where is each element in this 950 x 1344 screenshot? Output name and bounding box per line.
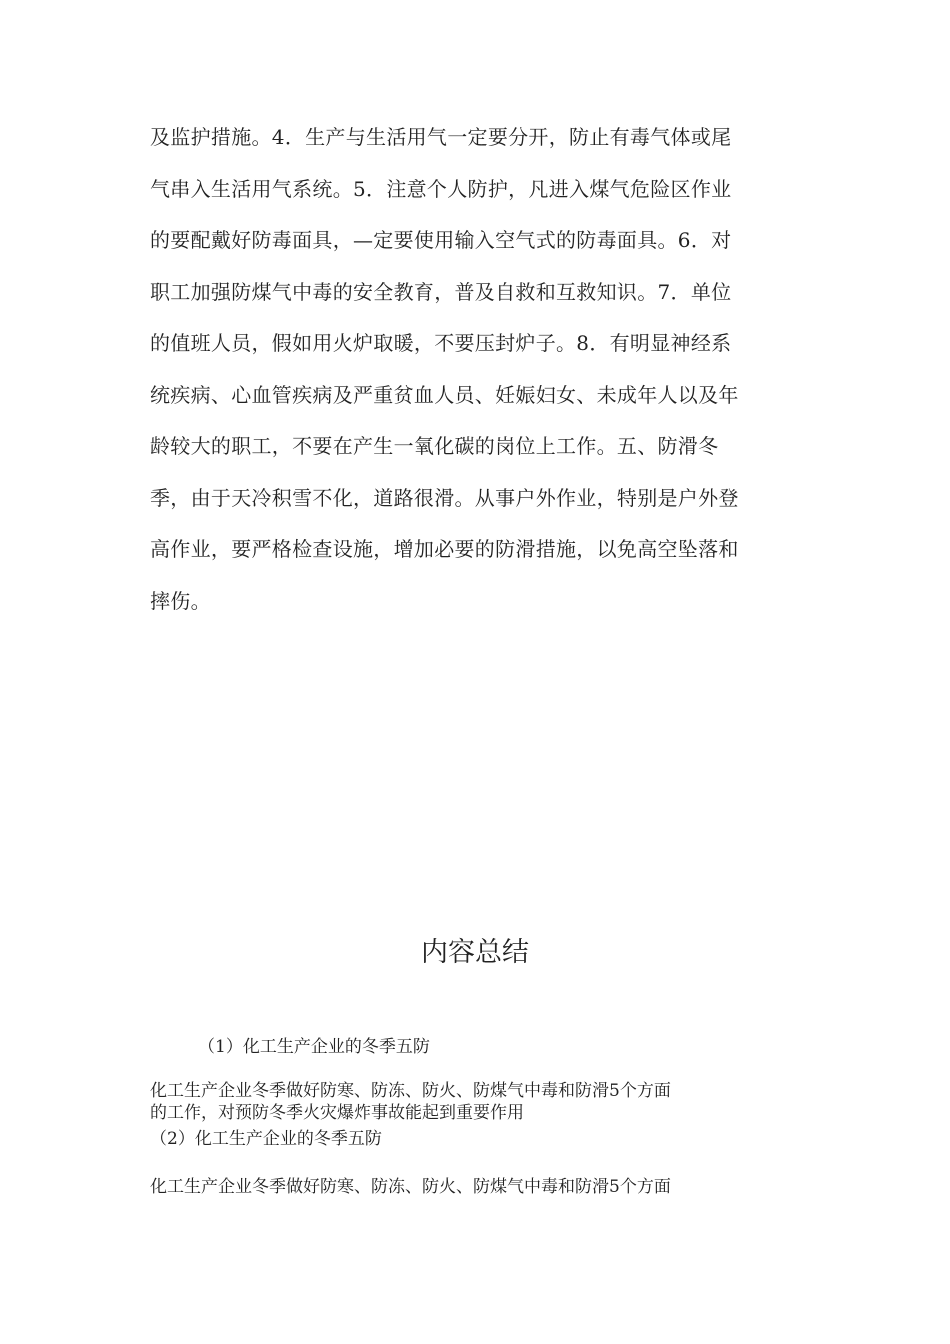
body-line: 统疾病、心血管疾病及严重贫血人员、妊娠妇女、未成年人以及年 <box>150 382 739 407</box>
body-line: 及监护措施。4．生产与生活用气一定要分开，防止有毒气体或尾 <box>150 125 732 149</box>
body-line: 季，由于天冷积雪不化，道路很滑。从事户外作业，特别是户外登 <box>150 485 739 510</box>
body-line: 职工加强防煤气中毒的安全教育，普及自救和互救知识。7．单位 <box>150 279 732 304</box>
summary-item-heading: （1）化工生产企业的冬季五防 <box>198 1037 430 1057</box>
summary-item-body-line: 化工生产企业冬季做好防寒、防冻、防火、防煤气中毒和防滑5个方面 <box>150 1081 671 1101</box>
body-line: 的值班人员，假如用火炉取暖，不要压封炉子。8．有明显神经系 <box>150 331 732 355</box>
body-line: 高作业，要严格检查设施，增加必要的防滑措施，以免高空坠落和 <box>150 537 739 561</box>
summary-section <box>150 1032 800 1198</box>
body-paragraph <box>150 112 805 627</box>
body-line: 的要配戴好防毒面具，—定要使用输入空气式的防毒面具。6．对 <box>150 228 732 252</box>
summary-item-body-line: 的工作，对预防冬季火灾爆炸事故能起到重要作用 <box>150 1103 524 1123</box>
body-line: 气串入生活用气系统。5．注意个人防护，凡进入煤气危险区作业 <box>150 176 732 201</box>
body-line: 摔伤。 <box>150 588 211 613</box>
summary-item-heading: （2）化工生产企业的冬季五防 <box>150 1129 382 1149</box>
summary-item-body-line: 化工生产企业冬季做好防寒、防冻、防火、防煤气中毒和防滑5个方面 <box>150 1177 671 1197</box>
summary-title: 内容总结 <box>421 937 529 968</box>
body-line: 龄较大的职工，不要在产生一氧化碳的岗位上工作。五、防滑冬 <box>150 434 719 458</box>
